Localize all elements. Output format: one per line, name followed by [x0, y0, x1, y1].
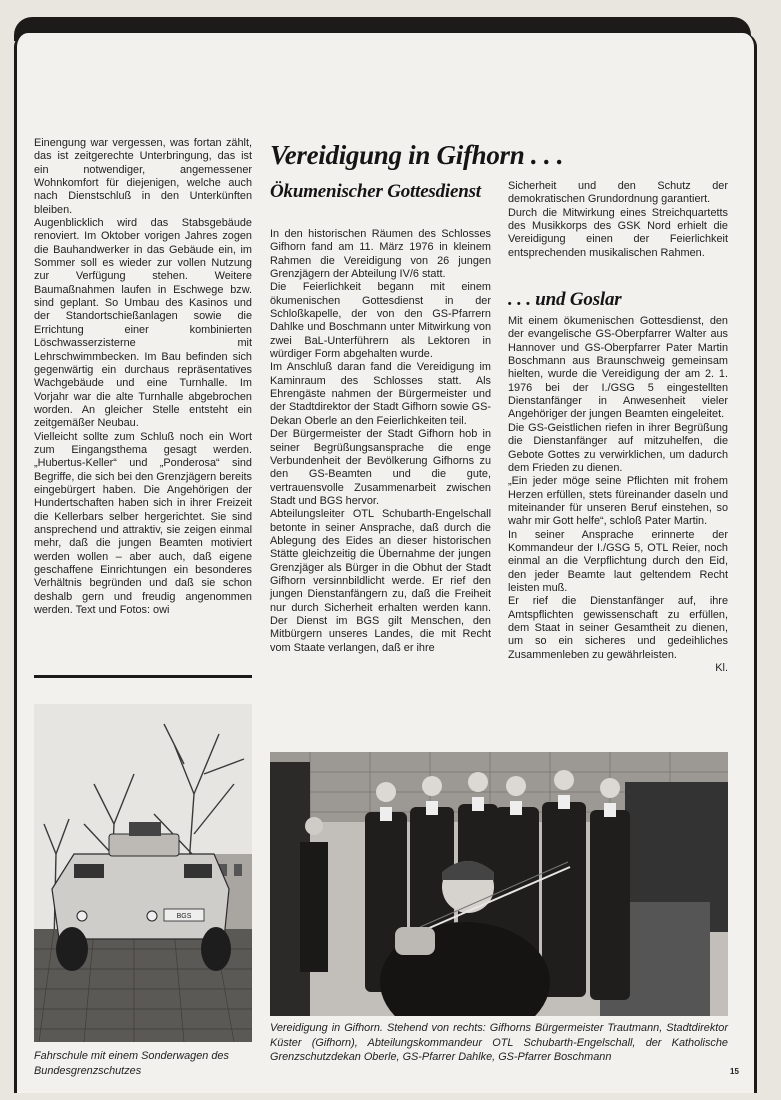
author-signoff: Kl.	[715, 662, 728, 674]
paragraph: Augenblicklich wird das Stabsgebäude renoviert. Im Oktober vorigen Jahres zogen die Bauhandwerker in das Gebäude ein, im Sommer soll es wieder zur vollen Nutzung zur Verfügung stehen. Weitere Baumaßnahmen laufen in Eschwege bzw. sind geplant. So Umbau des Kasinos und der Standortschießanlagen sowie die Errichtung einer kombinierten Löschwasserzisterne mit Lehrschwimmbecken. Im Bau befinden sich gegenwärtig ein durchaus repräsentatives Wachgebäude und eine Turnhalle. Im Vorjahr war die alte Turnhalle abgebrochen worden. An gleicher Stelle entsteht ein zeitgemäßer Neubau.	[34, 217, 252, 430]
ceremony-photo-caption: Vereidigung in Gifhorn. Stehend von rechts: Gifhorns Bürgermeister Trautmann, Stadtdirektor Küster (Gifhorn), Abteilungskommandeur OTL Schubarth-Engelschall, der Katholische Grenzschutzdekan Oberle, GS-Pfarrer Dahlke, GS-Pfarrer Boschmann	[270, 1022, 728, 1063]
paragraph: Sicherheit und den Schutz der demokratischen Grundordnung garantiert.	[508, 180, 728, 206]
paragraph: Die Feierlichkeit begann mit einem ökumenischen Gottesdienst in der Schloßkapelle, der von den GS-Pfarrern Dahlke und Boschmann unter Mitwirkung von zwei BaL-Unterführern als Lektoren in würdiger Form abgehalten wurde.	[270, 281, 491, 361]
paragraph: Er rief die Dienstanfänger auf, ihre Amtspflichten gewissenschaft zu erfüllen, dem Staat in seiner Gesamtheit zu dienen, um so ein sicheres und gedeihliches Zusammenleben zu gewährleisten.	[508, 595, 728, 661]
vehicle-photo	[34, 704, 252, 1042]
article-column-right	[508, 180, 728, 675]
subheading-oekumenisch: Ökumenischer Gottesdienst	[270, 181, 481, 202]
paragraph: „Ein jeder möge seine Pflichten mit frohem Herzen erfüllen, stets füreinander daseln und miteinander für unseren Beruf einstehen, so wahr mir Gott helfe“, schloß Pater Martin.	[508, 475, 728, 528]
article-column-left	[34, 137, 252, 617]
article-column-middle	[270, 228, 491, 655]
paragraph: Im Anschluß daran fand die Vereidigung im Kaminraum des Schlosses statt. Als Ehrengäste nahmen der Bürgermeister und der Stadtdirektor der Stadt Gifhorn sowie GS-Dekan Oberle an den Feierlichkeiten teil.	[270, 361, 491, 427]
paragraph: Der Bürgermeister der Stadt Gifhorn hob in seiner Begrüßungsansprache die enge Verbundenheit der Bevölkerung Gifhorns zu den GS-Beamten und die gute, vertrauensvolle Zusammenarbeit zwischen Stadt und BGS hervor.	[270, 428, 491, 507]
paragraph: Vielleicht sollte zum Schluß noch ein Wort zum Eingangsthema gesagt werden. „Hubertus-Keller“ und „Ponderosa“ sind Begriffe, die sich bei den Grenzjägern bereits eingebürgert haben. Die Angehörigen der Hundertschaften haben sich in ihrer Freizeit die Kellerbars selber hergerichtet. Sie sind ansprechend und attraktiv, sie zeigen einmal mehr, daß die jungen Beamten motiviert werden wollen – aber auch, daß eigene geschaffene Einrichtungen ein besonderes Verhältnis begründen und daß sie schon deshalb gern und freudig angenommen werden. Text und Fotos: owi	[34, 430, 252, 617]
paragraph: Durch die Mitwirkung eines Streichquartetts des Musikkorps des GSK Nord erhielt die Vereidigung einen der Feierlichkeit entsprechenden musikalischen Rahmen.	[508, 206, 728, 259]
subheading-goslar: . . . und Goslar	[508, 289, 622, 310]
vehicle-photo-caption: Fahrschule mit einem Sonderwagen des Bundesgrenzschutzes	[34, 1050, 229, 1077]
paragraph: Einengung war vergessen, was fortan zählt, das ist zeitgerechte Unterbringung, das ist ein notwendiger, angemessener Wohnkomfort für diejenigen, welche auch nach Dienstschluß in den Unterkünften bleiben.	[34, 137, 252, 216]
paragraph: Abteilungsleiter OTL Schubarth-Engelschall betonte in seiner Ansprache, daß durch die Ablegung des Eides an dieser historischen Stätte gleichzeitig die Übernahme der jungen Grenzjäger als Bürger in die Obhut der Stadt Gifhorn versinnbildlicht werde. Er rief den jungen Dienstanfängern zu, daß die Freiheit nur durch Sicherheit erhalten werden kann. Der Dienst im BGS gilt Menschen, den Mitbürgern unseres Landes, die mit Recht vom Staate verlangen, daß er ihre	[270, 508, 491, 654]
paragraph: Mit einem ökumenischen Gottesdienst, den der evangelische GS-Oberpfarrer Walter aus Hannover und GS-Oberpfarrer Pater Martin Boschmann aus Braunschweig gemeinsam hielten, wurde die Vereidigung der am 2. 1. 1976 bei der I./GSG 5 eingestellten Dienstanfänger in Anwesenheit vieler Angehöriger der jungen Beamten eingeleitet.	[508, 315, 728, 421]
ceremony-photo	[270, 752, 728, 1016]
vehicle-plate: BGS	[176, 913, 192, 920]
paragraph: In den historischen Räumen des Schlosses Gifhorn fand am 11. März 1976 in kleinem Rahmen die Vereidigung von 26 jungen Grenzjägern der Abteilung IV/6 statt.	[270, 228, 491, 281]
headline: Vereidigung in Gifhorn . . .	[270, 140, 564, 170]
vehicle-illustration	[34, 704, 252, 1042]
paragraph: In seiner Ansprache erinnerte der Kommandeur der I./GSG 5, OTL Reier, noch einmal an die Verpflichtung durch den Eid, den jeder Beamte laut geltendem Recht leisten muß.	[508, 528, 728, 594]
paragraph: Die GS-Geistlichen riefen in ihrer Begrüßung die Dienstanfänger auf mitzuhelfen, die Gebote Gottes zu verwirklichen, um dadurch dem Frieden zu dienen.	[508, 421, 728, 474]
divider-rule	[34, 675, 252, 678]
page-number: 15	[730, 1067, 739, 1076]
ceremony-illustration	[270, 752, 728, 1016]
